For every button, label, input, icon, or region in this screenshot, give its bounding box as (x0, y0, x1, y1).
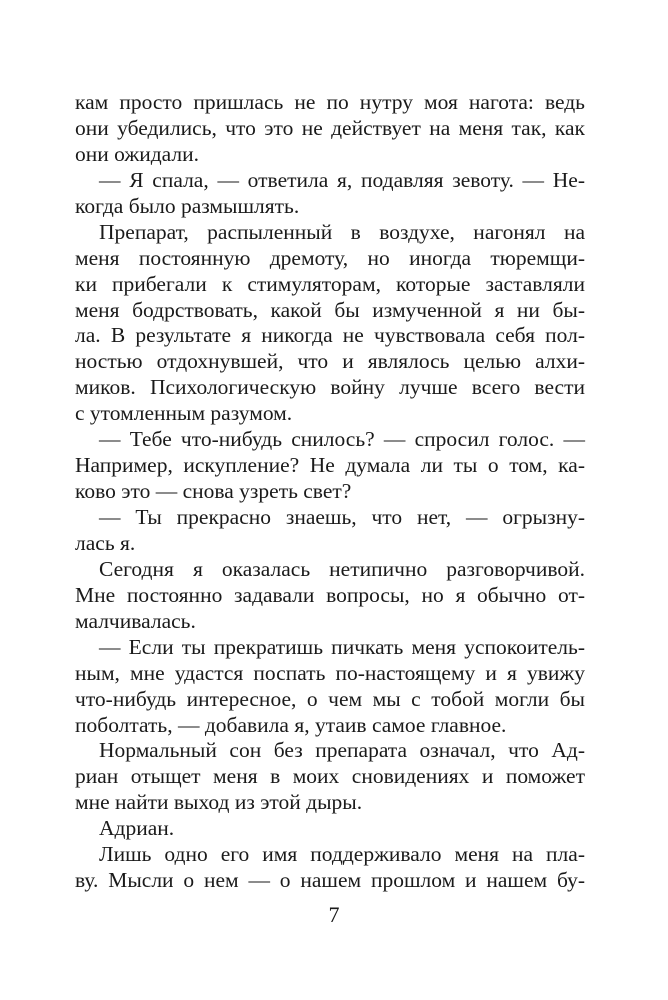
text-line: они убедились, что это не действует на меня так, как (75, 115, 585, 140)
text-line: когда было размышлять. (75, 193, 300, 218)
text-line: поболтать, — добавила я, утаив самое главное. (75, 712, 507, 737)
text-line: Препарат, распыленный в воздухе, нагонял на (99, 219, 585, 244)
text-line: риан отыщет меня в моих сновидениях и поможет (75, 764, 585, 789)
text-line: ным, мне удастся поспать по-настоящему и я увижу (75, 660, 585, 685)
text-line: Мне постоянно задавали вопросы, но я обычно от- (75, 582, 585, 607)
text-line: Сегодня я оказалась нетипично разговорчивой. (99, 556, 585, 581)
text-line: ностью отдохнувшей, что и являлось целью алхи- (75, 349, 585, 374)
text-line: Лишь одно его имя поддерживало меня на пла- (99, 842, 585, 867)
text-line: кам просто пришлась не по нутру моя нагота: ведь (75, 90, 585, 114)
text-line: мне найти выход из этой дыры. (75, 790, 363, 815)
text-line: малчивалась. (75, 608, 196, 633)
text-line: ла. В результате я никогда не чувствовала себя пол- (75, 323, 585, 348)
text-line: лась я. (75, 530, 136, 555)
text-line: ву. Мысли о нем — о нашем прошлом и нашем бу- (75, 868, 585, 893)
text-line: меня бодрствовать, какой бы измученной я ни бы- (75, 297, 585, 322)
text-line: Нормальный сон без препарата означал, что Ад- (99, 738, 585, 763)
text-line: меня постоянную дремоту, но иногда тюремщи- (75, 245, 585, 270)
text-line: они ожидали. (75, 141, 199, 166)
text-line: что-нибудь интересное, о чем мы с тобой могли бы (75, 686, 585, 711)
text-line: — Ты прекрасно знаешь, что нет, — огрызну- (99, 505, 585, 529)
text-line: — Если ты прекратишь пичкать меня успокоитель- (99, 634, 585, 659)
body-text (75, 90, 585, 894)
text-line: — Я спала, — ответила я, подавляя зевоту. — Не- (99, 167, 585, 192)
text-line: Адриан. (99, 816, 175, 841)
page-number: 7 (328, 902, 340, 927)
text-line: ково это — снова узреть свет? (75, 479, 352, 504)
text-line: с утомленным разумом. (75, 401, 293, 426)
text-line: Например, искупление? Не думала ли ты о том, ка- (75, 453, 585, 478)
text-line: ки прибегали к стимуляторам, которые заставляли (75, 271, 585, 296)
text-line: миков. Психологическую войну лучше всего вести (75, 375, 585, 400)
text-line: — Тебе что-нибудь снилось? — спросил голос. — (99, 427, 585, 452)
